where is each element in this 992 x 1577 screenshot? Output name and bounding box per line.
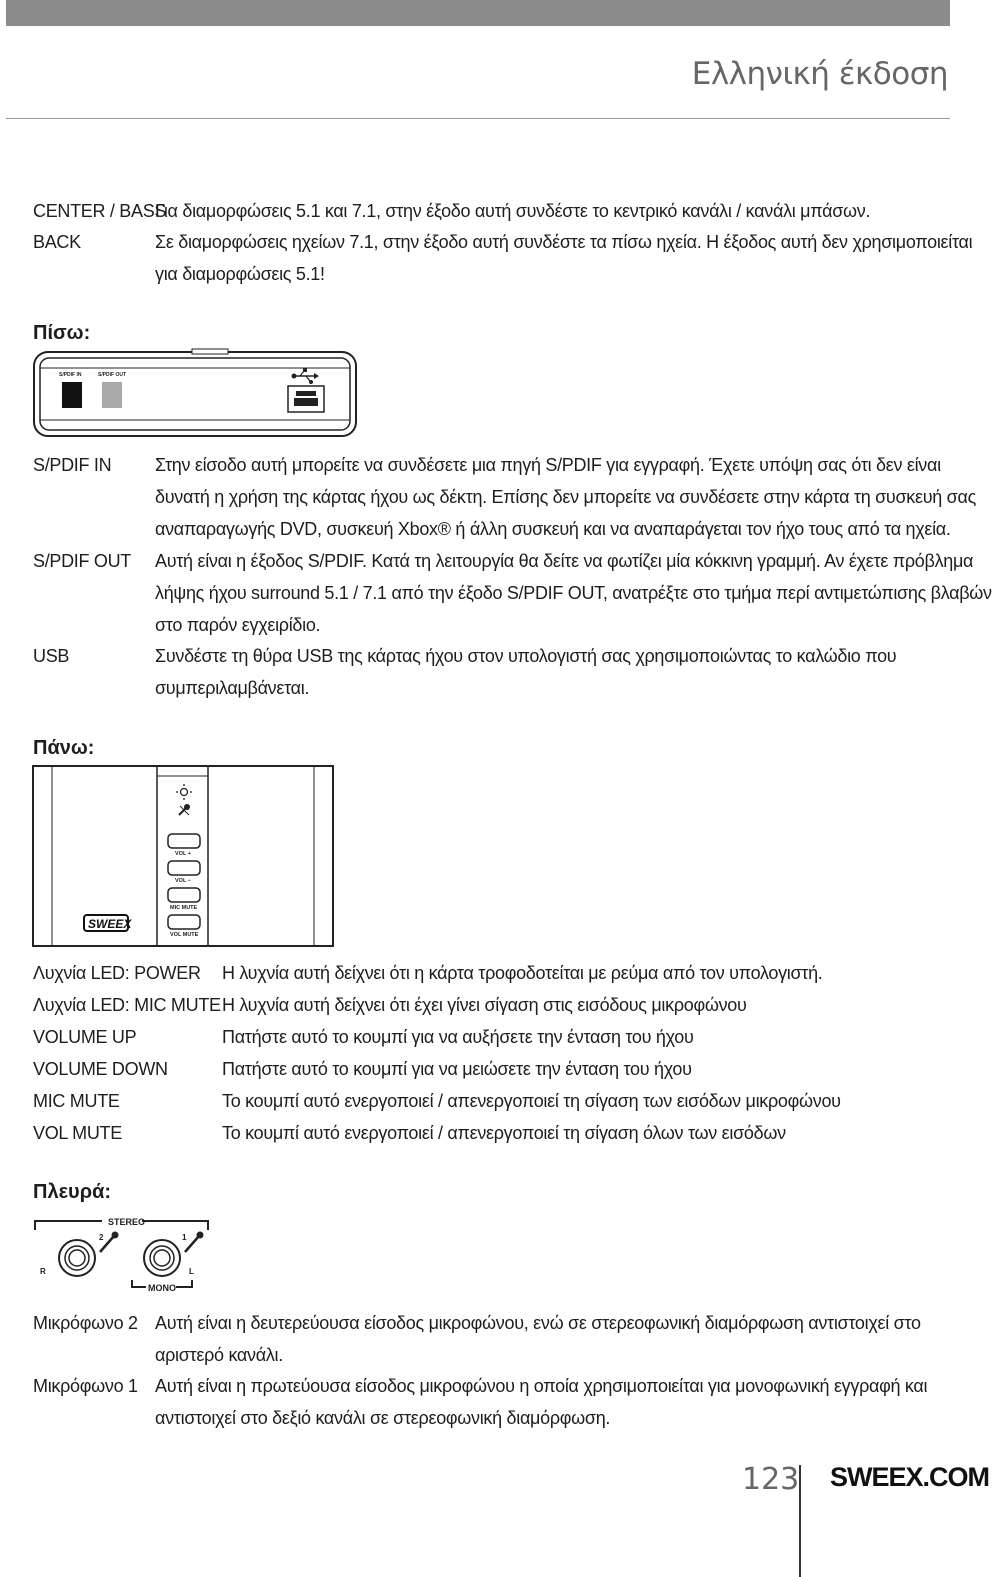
back-desc-line: για διαμορφώσεις 5.1! (155, 264, 325, 284)
mic-2-label: Μικρόφωνο 2 (33, 1313, 138, 1333)
vol-down-label: VOL − (175, 878, 191, 884)
spdif-in-port (62, 382, 82, 408)
mic-1-desc-line: Αυτή είναι η πρωτεύουσα είσοδος μικροφώνου η οποία χρησιμοποιείται για μονοφωνική εγγραφή και (155, 1376, 928, 1396)
vol-up-label: VOL + (175, 851, 191, 857)
led-mic-mute-label: Λυχνία LED: MIC MUTE (33, 995, 221, 1015)
vol-mute-button[interactable] (168, 915, 200, 929)
mono-label: MONO (148, 1283, 176, 1293)
spdif-out-port (102, 382, 122, 408)
spdif-in-port-label: S/PDIF IN (59, 372, 82, 378)
spdif-out-port-label: S/PDIF OUT (98, 372, 127, 378)
brand-link[interactable]: SWEEX.COM (830, 1462, 990, 1492)
volume-down-desc: Πατήστε αυτό το κουμπί για να μειώσετε την ένταση του ήχου (222, 1059, 692, 1079)
mic-mute-button[interactable] (168, 888, 200, 902)
side-panel-illustration (32, 1212, 214, 1298)
volume-up-desc: Πατήστε αυτό το κουμπί για να αυξήσετε την ένταση του ήχου (222, 1027, 694, 1047)
back-desc-line: Σε διαμορφώσεις ηχείων 7.1, στην έξοδο αυτή συνδέστε τα πίσω ηχεία. Η έξοδος αυτή δεν χρησιμοποιείται (155, 232, 973, 252)
jack-1-number: 1 (182, 1233, 187, 1242)
page-number: 123 (742, 1462, 800, 1497)
mic-1-jack (144, 1240, 180, 1276)
mic-1-desc-line: αντιστοιχεί στο δεξιό κανάλι σε στερεοφωνική διαμόρφωση. (155, 1408, 611, 1428)
right-channel-label: R (40, 1267, 46, 1276)
header-divider (6, 118, 950, 119)
mic-2-desc-line: αριστερό κανάλι. (155, 1345, 283, 1365)
spdif-in-desc-line: αναπαραγωγής DVD, συσκευή Xbox® ή άλλη συσκευή και να αναπαράγεται τον ήχο τους από τα ηχεία. (155, 519, 951, 539)
center-bass-desc-line: Για διαμορφώσεις 5.1 και 7.1, στην έξοδο αυτή συνδέστε το κεντρικό κανάλι / κανάλι μπάσων. (155, 201, 871, 221)
usb-desc-line: Συνδέστε τη θύρα USB της κάρτας ήχου στον υπολογιστή σας χρησιμοποιώντας το καλώδιο που (155, 646, 897, 666)
led-power-label: Λυχνία LED: POWER (33, 963, 201, 983)
rear-panel-illustration (32, 348, 358, 440)
page-title: Ελληνική έκδοση (691, 56, 948, 92)
vol-mute-label: VOL MUTE (170, 932, 199, 938)
led-mic-mute-desc: Η λυχνία αυτή δείχνει ότι έχει γίνει σίγαση στις εισόδους μικροφώνου (222, 995, 747, 1015)
rear-heading: Πίσω: (33, 322, 91, 344)
vol-mute-item-desc: Το κουμπί αυτό ενεργοποιεί / απενεργοποιεί τη σίγαση όλων των εισόδων (222, 1123, 786, 1143)
top-bar (6, 0, 950, 26)
vol-mute-item-label: VOL MUTE (33, 1123, 122, 1143)
sweex-logo (84, 915, 132, 931)
svg-text:SWEEX: SWEEX (88, 917, 132, 931)
mic-mute-label: MIC MUTE (170, 905, 198, 911)
footer-divider (799, 1465, 801, 1577)
spdif-out-desc-line: λήψης ήχου surround 5.1 / 7.1 από την έξοδο S/PDIF OUT, ανατρέξτε στο τμήμα περί αντιμετώπισης βλαβών (155, 583, 992, 603)
spdif-out-label: S/PDIF OUT (33, 551, 132, 571)
volume-up-label: VOLUME UP (33, 1027, 137, 1047)
spdif-in-desc-line: Στην είσοδο αυτή μπορείτε να συνδέσετε μια πηγή S/PDIF για εγγραφή. Έχετε υπόψη σας ότι δεν είναι (155, 455, 941, 475)
jack-2-number: 2 (99, 1233, 104, 1242)
side-heading: Πλευρά: (33, 1181, 112, 1203)
spdif-in-desc-line: δυνατή η χρήση της κάρτας ήχου ως δέκτη. Επίσης δεν μπορείτε να συνδέσετε στην κάρτα τη συσκευή σας (155, 487, 976, 507)
mic-2-jack (59, 1240, 95, 1276)
volume-down-label: VOLUME DOWN (33, 1059, 168, 1079)
usb-desc-line: συμπεριλαμβάνεται. (155, 678, 310, 698)
spdif-out-desc-line: Αυτή είναι η έξοδος S/PDIF. Κατά τη λειτουργία θα δείτε να φωτίζει μία κόκκινη γραμμή. Αν έχετε πρόβλημα (155, 551, 974, 571)
top-heading: Πάνω: (33, 737, 95, 759)
vol-down-button[interactable] (168, 861, 200, 875)
mic-1-label: Μικρόφωνο 1 (33, 1376, 138, 1396)
spdif-in-label: S/PDIF IN (33, 455, 112, 475)
usb-label: USB (33, 646, 70, 666)
mic-mute-item-label: MIC MUTE (33, 1091, 120, 1111)
mic-mute-item-desc: Το κουμπί αυτό ενεργοποιεί / απενεργοποιεί τη σίγαση των εισόδων μικροφώνου (222, 1091, 841, 1111)
microphone-1-icon (185, 1232, 204, 1253)
back-label: BACK (33, 232, 81, 252)
spdif-out-desc-line: στο παρόν εγχειρίδιο. (155, 615, 321, 635)
led-power-desc: Η λυχνία αυτή δείχνει ότι η κάρτα τροφοδοτείται με ρεύμα από τον υπολογιστή. (222, 963, 823, 983)
stereo-label: STEREO (108, 1217, 146, 1227)
left-channel-label: L (189, 1267, 194, 1276)
mic-2-desc-line: Αυτή είναι η δευτερεύουσα είσοδος μικροφώνου, ενώ σε στερεοφωνική διαμόρφωση αντιστοιχεί στο (155, 1313, 921, 1333)
top-panel-illustration (32, 764, 336, 948)
center-bass-label: CENTER / BASS (33, 201, 167, 221)
vol-up-button[interactable] (168, 834, 200, 848)
